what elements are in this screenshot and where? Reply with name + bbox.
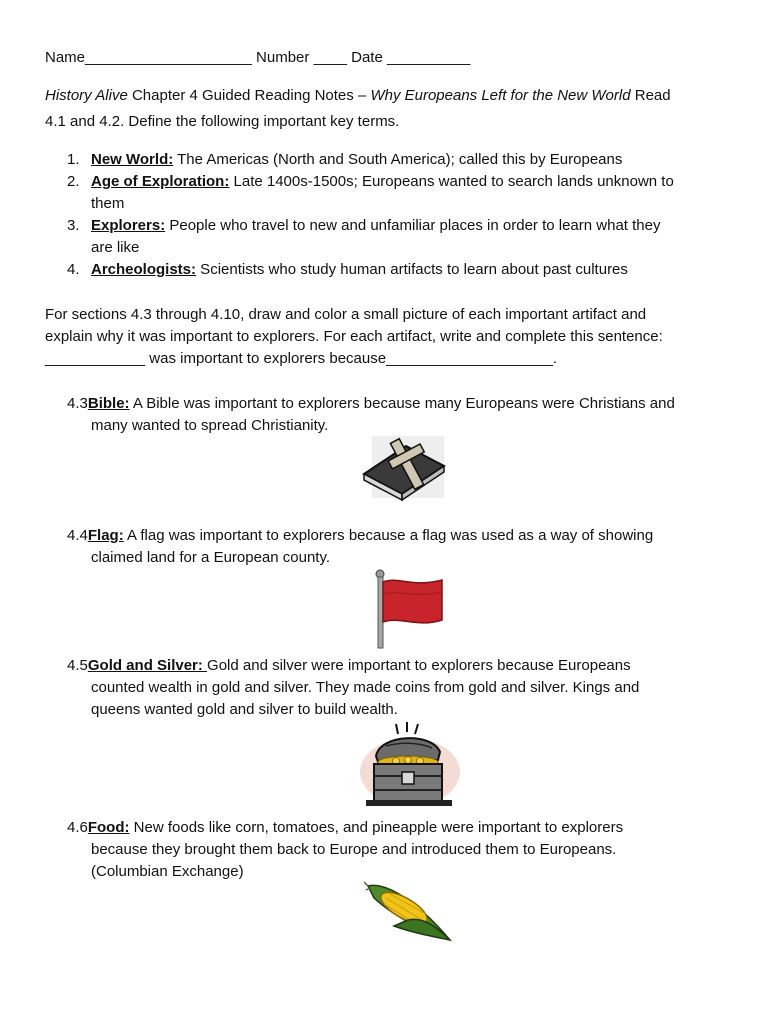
number-label: Number xyxy=(251,49,314,66)
term-definition-continued: them xyxy=(91,195,125,212)
bible-icon xyxy=(358,432,458,502)
instructions-line-1: For sections 4.3 through 4.10, draw and color a small picture of each important artifact and xyxy=(45,306,647,323)
section-text: A Bible was important to explorers because many Europeans were Christians and xyxy=(129,395,675,412)
term-definition-continued: are like xyxy=(91,239,140,256)
treasure-chest-icon xyxy=(352,720,464,812)
section-term: Bible: xyxy=(87,395,130,412)
instructions-line-2: explain why it was important to explorers. For each artifact, write and complete this sentence: xyxy=(45,328,663,345)
header-line xyxy=(45,47,470,69)
name-blank: ____________________ xyxy=(85,49,252,66)
term-definition: Late 1400s-1500s; Europeans wanted to search lands unknown to xyxy=(229,173,674,190)
section-flag xyxy=(67,525,653,547)
term-number: 1. xyxy=(67,151,80,168)
section-text-continued: because they brought them back to Europe and introduced them to Europeans. xyxy=(91,841,617,858)
name-label: Name xyxy=(45,49,86,66)
section-term: Food: xyxy=(87,819,130,836)
section-number: 4.4 xyxy=(67,527,88,544)
term-item-2 xyxy=(67,171,674,193)
chapter-title: Why Europeans Left for the New World xyxy=(370,87,631,104)
term-label: Archeologists: xyxy=(91,261,197,278)
section-text: Gold and silver were important to explorers because Europeans xyxy=(207,657,631,674)
read-text: Read xyxy=(630,87,671,104)
flag-cloth xyxy=(383,580,442,623)
term-label: New World: xyxy=(91,151,174,168)
date-blank: __________ xyxy=(386,49,471,66)
chapter-text: Chapter 4 Guided Reading Notes – xyxy=(127,87,371,104)
chest-lock xyxy=(402,772,414,784)
chest-shadow xyxy=(366,800,452,806)
section-text-continued: many wanted to spread Christianity. xyxy=(91,417,329,434)
section-food xyxy=(67,817,623,839)
term-label: Age of Exploration: xyxy=(91,173,230,190)
intro-line-1 xyxy=(45,85,671,107)
section-term: Flag: xyxy=(87,527,124,544)
shine-line xyxy=(415,724,418,734)
section-bible xyxy=(67,393,675,415)
term-number: 2. xyxy=(67,173,80,190)
section-number: 4.6 xyxy=(67,819,88,836)
term-number: 3. xyxy=(67,217,80,234)
section-text-continued: queens wanted gold and silver to build wealth. xyxy=(91,701,398,718)
book-title: History Alive xyxy=(45,87,128,104)
section-text-continued: (Columbian Exchange) xyxy=(91,863,244,880)
term-definition: Scientists who study human artifacts to learn about past cultures xyxy=(196,261,628,278)
section-number: 4.5 xyxy=(67,657,88,674)
corn-icon xyxy=(364,880,454,944)
shine-line xyxy=(396,724,398,734)
section-text: A flag was important to explorers because a flag was used as a way of showing xyxy=(123,527,654,544)
number-blank: ____ xyxy=(313,49,347,66)
term-number: 4. xyxy=(67,261,80,278)
date-label: Date xyxy=(346,49,387,66)
intro-line-2: 4.1 and 4.2. Define the following important key terms. xyxy=(45,113,400,130)
term-definition: The Americas (North and South America); called this by Europeans xyxy=(173,151,623,168)
gold-coin xyxy=(405,757,412,764)
section-number: 4.3 xyxy=(67,395,88,412)
section-text: New foods like corn, tomatoes, and pineapple were important to explorers xyxy=(129,819,624,836)
flag-icon xyxy=(370,568,446,650)
term-definition: People who travel to new and unfamiliar places in order to learn what they xyxy=(165,217,661,234)
section-gold-silver xyxy=(67,655,631,677)
instructions-line-3: ____________ was important to explorers because____________________. xyxy=(45,350,558,367)
term-item-3 xyxy=(67,215,660,237)
section-text-continued: counted wealth in gold and silver. They made coins from gold and silver. Kings and xyxy=(91,679,640,696)
section-text-continued: claimed land for a European county. xyxy=(91,549,331,566)
section-term: Gold and Silver: xyxy=(87,657,208,674)
term-item-4 xyxy=(67,259,628,281)
term-label: Explorers: xyxy=(91,217,166,234)
term-item-1 xyxy=(67,149,622,171)
